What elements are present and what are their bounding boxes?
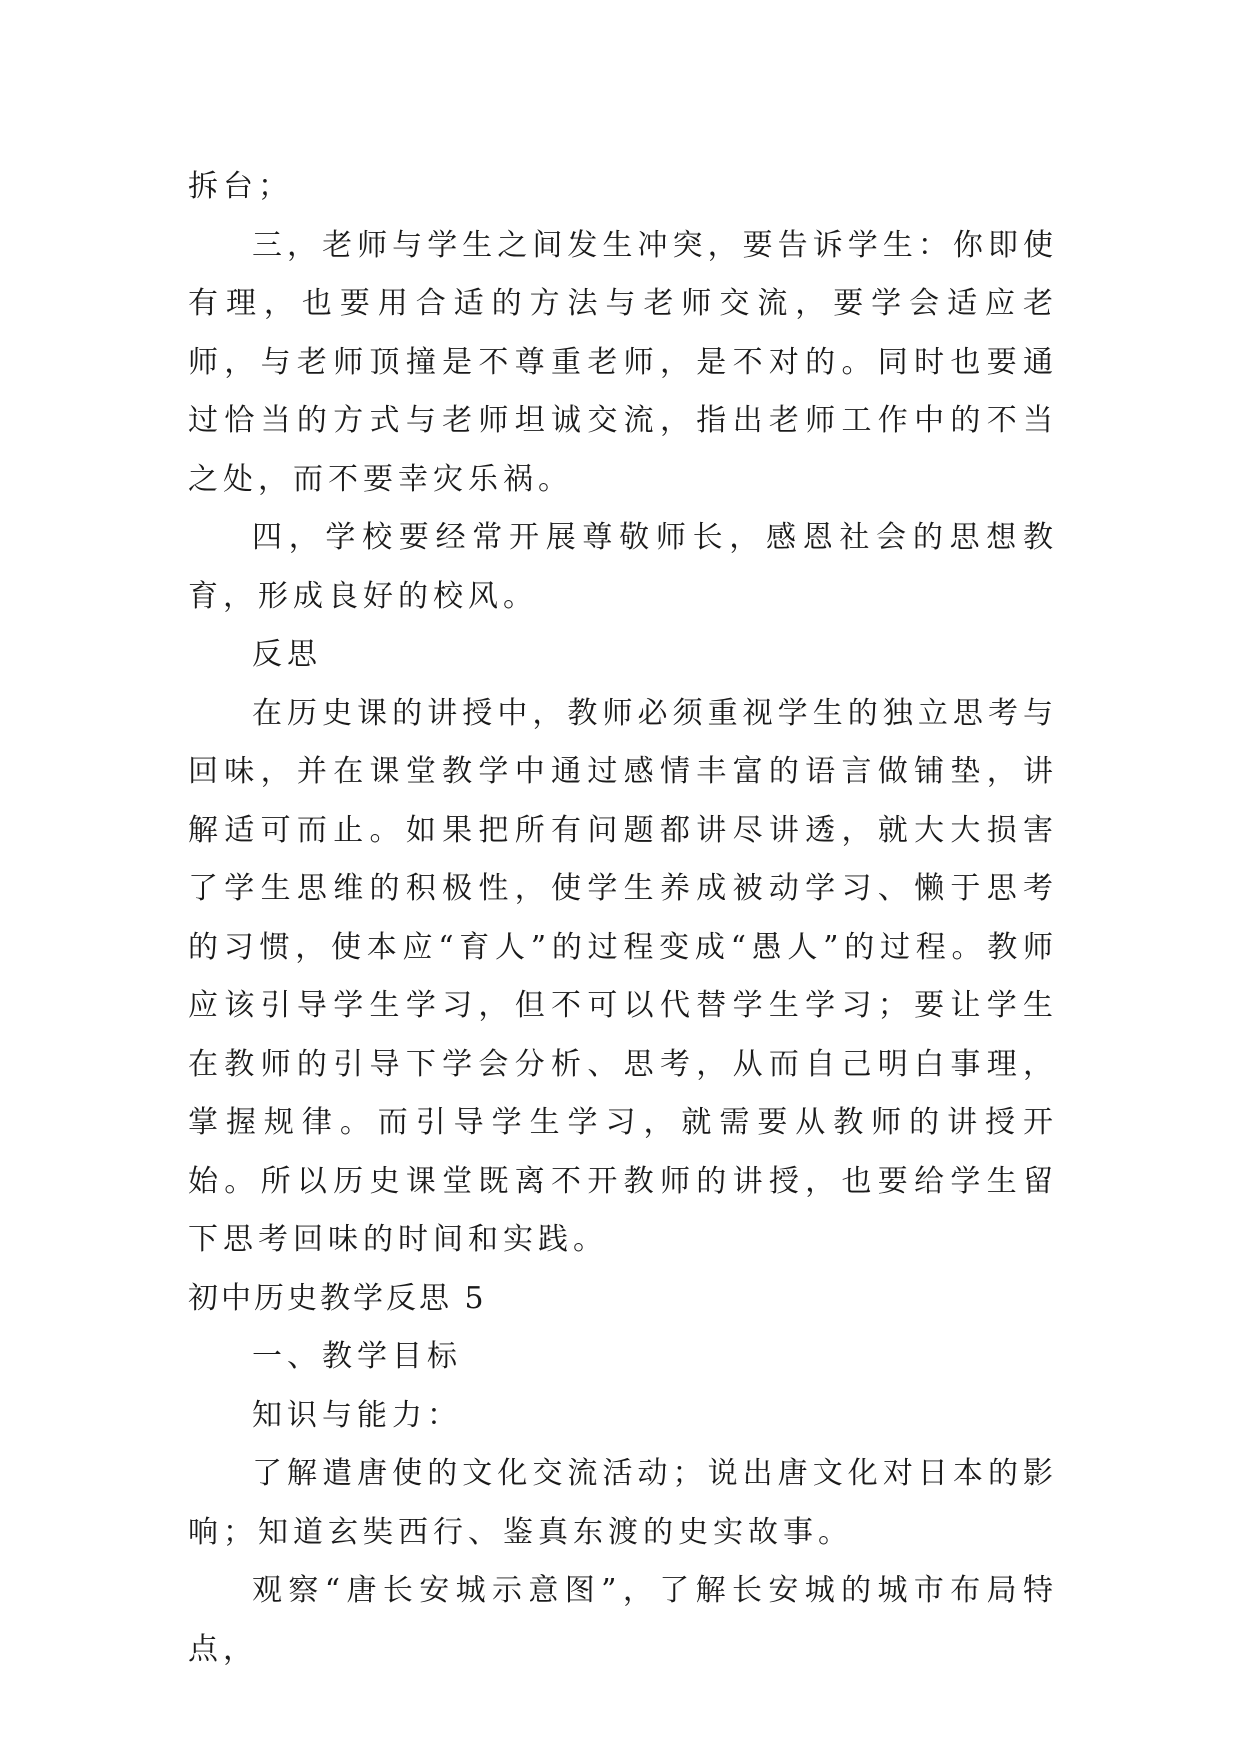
subsection-knowledge-ability: 知识与能力： bbox=[252, 1397, 462, 1433]
paragraph-reflection-body: 在历史课的讲授中，教师必须重视学生的独立思考与回味，并在课堂教学中通过感情丰富的语言做铺垫，讲解适可而止。如果把所有问题都讲尽讲透，就大大损害了学生思维的积极性，使学生养成被动学习、懒于思考的习惯，使本应“育人”的过程变成“愚人”的过程。教师应该引导学生学习，但不可以代替学生学习；要让学生在教师的引导下学会分析、思考，从而自己明白事理，掌握规律。而引导学生学习，就需要从教师的讲授开始。所以历史课堂既离不开教师的讲授，也要给学生留下思考回味的时间和实践。 bbox=[188, 695, 1058, 1257]
reflection-heading: 反思 bbox=[252, 637, 322, 672]
paragraph-goal-understand: 了解遣唐使的文化交流活动；说出唐文化对日本的影响；知道玄奘西行、鉴真东渡的史实故事。 bbox=[188, 1456, 1058, 1550]
paragraph-fragment: 拆台； bbox=[188, 169, 293, 204]
paragraph-point-three: 三，老师与学生之间发生冲突，要告诉学生：你即使有理，也要用合适的方法与老师交流，要学会适应老师，与老师顶撞是不尊重老师，是不对的。同时也要通过恰当的方式与老师坦诚交流，指出老师工作中的不当之处，而不要幸灾乐祸。 bbox=[188, 227, 1058, 497]
paragraph-goal-observe: 观察“唐长安城示意图”，了解长安城的城市布局特点， bbox=[188, 1573, 1058, 1667]
paragraph-point-four: 四，学校要经常开展尊敬师长，感恩社会的思想教育，形成良好的校风。 bbox=[188, 520, 1058, 614]
subsection-teaching-goals: 一、教学目标 bbox=[252, 1339, 462, 1374]
section-title: 初中历史教学反思 5 bbox=[188, 1280, 487, 1316]
document-body bbox=[188, 158, 1058, 1679]
